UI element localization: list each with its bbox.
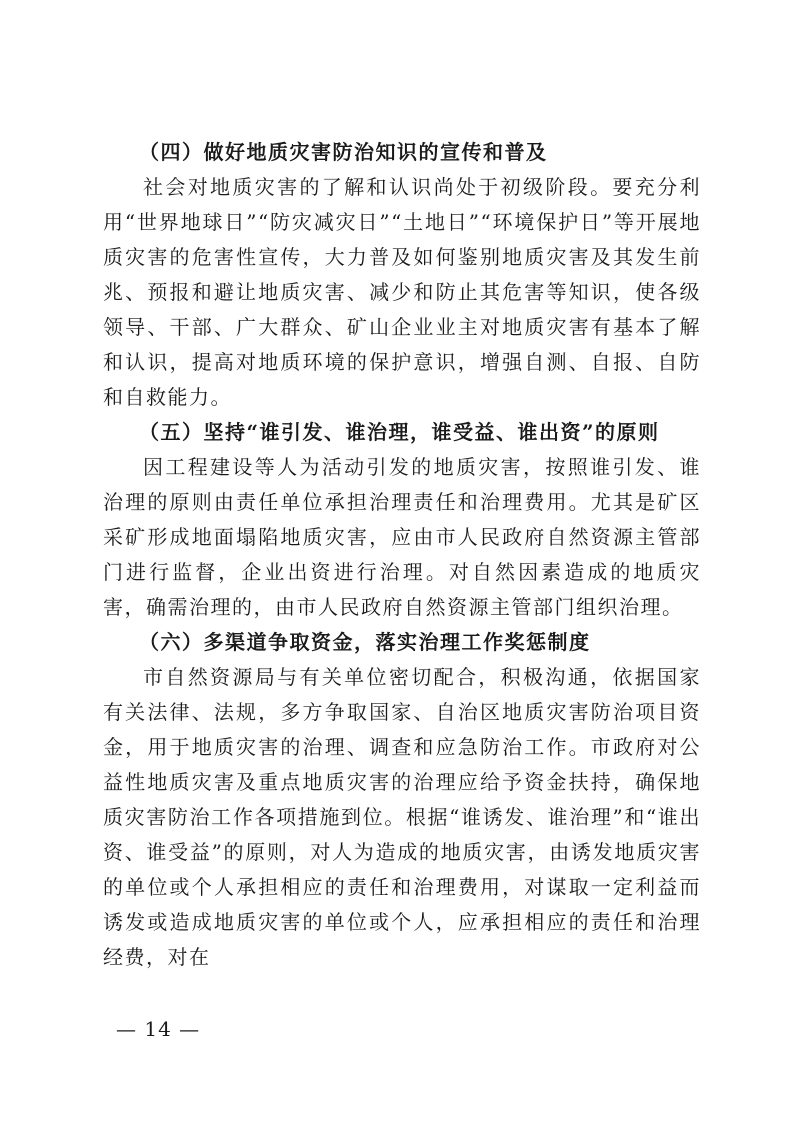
section-paragraph-6: 市自然资源局与有关单位密切配合，积极沟通，依据国家有关法律、法规，多方争取国家、自治区地质灾害防治项目资金，用于地质灾害的治理、调查和应急防治工作。市政府对公益性地质灾害及重点地质灾害的治理应给予资金扶持，确保地质灾害防治工作各项措施到位。根据“谁诱发、谁治理”和“谁出资、谁受益”的原则，对人为造成的地质灾害，由诱发地质灾害的单位或个人承担相应的责任和治理费用，对谋取一定利益而诱发或造成地质灾害的单位或个人，应承担相应的责任和治理经费，对在 (103, 665, 701, 969)
section-paragraph-4: 社会对地质灾害的了解和认识尚处于初级阶段。要充分利用“世界地球日”“防灾减灾日”“土地日”“环境保护日”等开展地质灾害的危害性宣传，大力普及如何鉴别地质灾害及其发生前兆、预报和避让地质灾害、减少和防止其危害等知识，使各级领导、干部、广大群众、矿山企业业主对地质灾害有基本了解和认识，提高对地质环境的保护意识，增强自测、自报、自防和自救能力。 (103, 175, 701, 409)
page-number: — 14 — (116, 1017, 201, 1041)
document-body (103, 135, 701, 975)
section-heading-5: （五）坚持“谁引发、谁治理，谁受益、谁出资”的原则 (139, 420, 660, 444)
section-paragraph-5: 因工程建设等人为活动引发的地质灾害，按照谁引发、谁治理的原则由责任单位承担治理责任和治理费用。尤其是矿区采矿形成地面塌陷地质灾害，应由市人民政府自然资源主管部门进行监督，企业出资进行治理。对自然因素造成的地质灾害，确需治理的，由市人民政府自然资源主管部门组织治理。 (103, 455, 701, 619)
section-heading-6: （六）多渠道争取资金，落实治理工作奖惩制度 (139, 630, 591, 654)
section-heading-4: （四）做好地质灾害防治知识的宣传和普及 (139, 140, 548, 164)
